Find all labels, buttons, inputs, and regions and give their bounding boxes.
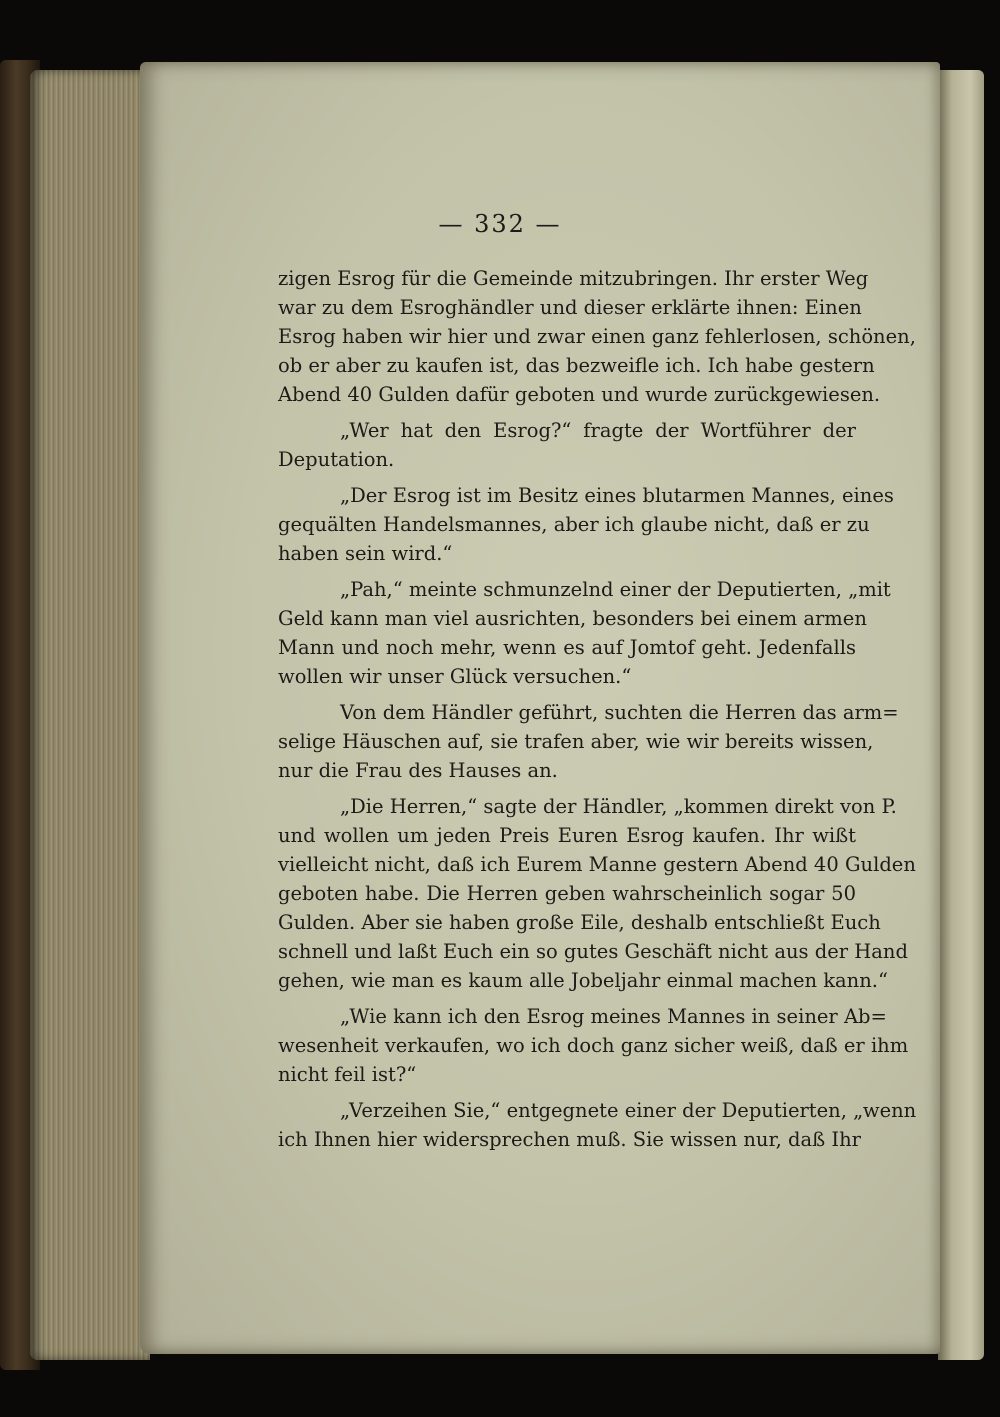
text-line: nur die Frau des Hauses an. <box>278 759 558 782</box>
text-line: „Wer hat den Esrog?“ fragte der Wortführer der <box>340 419 856 442</box>
text-line: Mann und noch mehr, wenn es auf Jomtof geht. Jedenfalls <box>278 636 856 659</box>
text-line: Esrog haben wir hier und zwar einen ganz fehlerlosen, schönen, <box>278 325 916 348</box>
paragraph-1 <box>278 264 916 409</box>
text-line: ich Ihnen hier widersprechen muß. Sie wissen nur, daß Ihr <box>278 1128 861 1151</box>
text-line: geboten habe. Die Herren geben wahrscheinlich sogar 50 <box>278 882 856 905</box>
text-line: wollen wir unser Glück versuchen.“ <box>278 665 632 688</box>
text-line: selige Häuschen auf, sie trafen aber, wie wir bereits wissen, <box>278 730 874 753</box>
text-line: schnell und laßt Euch ein so gutes Geschäft nicht aus der Hand <box>278 940 908 963</box>
text-line: Gulden. Aber sie haben große Eile, deshalb entschließt Euch <box>278 911 881 934</box>
paragraph-5 <box>278 698 899 785</box>
text-line: Abend 40 Gulden dafür geboten und wurde zurückgewiesen. <box>278 383 881 406</box>
text-line: Geld kann man viel ausrichten, besonders bei einem armen <box>278 607 867 630</box>
paragraph-7 <box>278 1002 909 1089</box>
text-line: „Die Herren,“ sagte der Händler, „kommen direkt von P. <box>340 795 897 818</box>
text-line: „Pah,“ meinte schmunzelnd einer der Deputierten, „mit <box>340 578 891 601</box>
text-line: vielleicht nicht, daß ich Eurem Manne gestern Abend 40 Gulden <box>278 853 916 876</box>
text-line: „Der Esrog ist im Besitz eines blutarmen Mannes, eines <box>340 484 894 507</box>
paragraph-2 <box>278 416 856 474</box>
paragraph-6 <box>278 792 916 995</box>
paragraph-3 <box>278 481 894 568</box>
paragraph-8 <box>278 1096 917 1154</box>
text-line: und wollen um jeden Preis Euren Esrog kaufen. Ihr wißt <box>278 824 856 847</box>
right-page-stack <box>938 70 984 1360</box>
text-line: war zu dem Esroghändler und dieser erklärte ihnen: Einen <box>278 296 862 319</box>
text-line: zigen Esrog für die Gemeinde mitzubringen. Ihr erster Weg <box>278 267 869 290</box>
body-text <box>278 264 917 1154</box>
text-line: ob er aber zu kaufen ist, das bezweifle ich. Ich habe gestern <box>278 354 875 377</box>
text-line: Von dem Händler geführt, suchten die Herren das arm= <box>340 701 899 724</box>
text-line: nicht feil ist?“ <box>278 1063 417 1086</box>
text-line: gequälten Handelsmannes, aber ich glaube nicht, daß er zu <box>278 513 870 536</box>
text-line: „Verzeihen Sie,“ entgegnete einer der Deputierten, „wenn <box>340 1099 917 1122</box>
paragraph-4 <box>278 575 891 691</box>
page-number: — 332 — <box>438 210 562 238</box>
text-line: Deputation. <box>278 448 395 471</box>
text-line: haben sein wird.“ <box>278 542 453 565</box>
left-page-stack <box>30 70 150 1360</box>
text-line: wesenheit verkaufen, wo ich doch ganz sicher weiß, daß er ihm <box>278 1034 909 1057</box>
text-line: gehen, wie man es kaum alle Jobeljahr einmal machen kann.“ <box>278 969 888 992</box>
text-line: „Wie kann ich den Esrog meines Mannes in seiner Ab= <box>340 1005 887 1028</box>
